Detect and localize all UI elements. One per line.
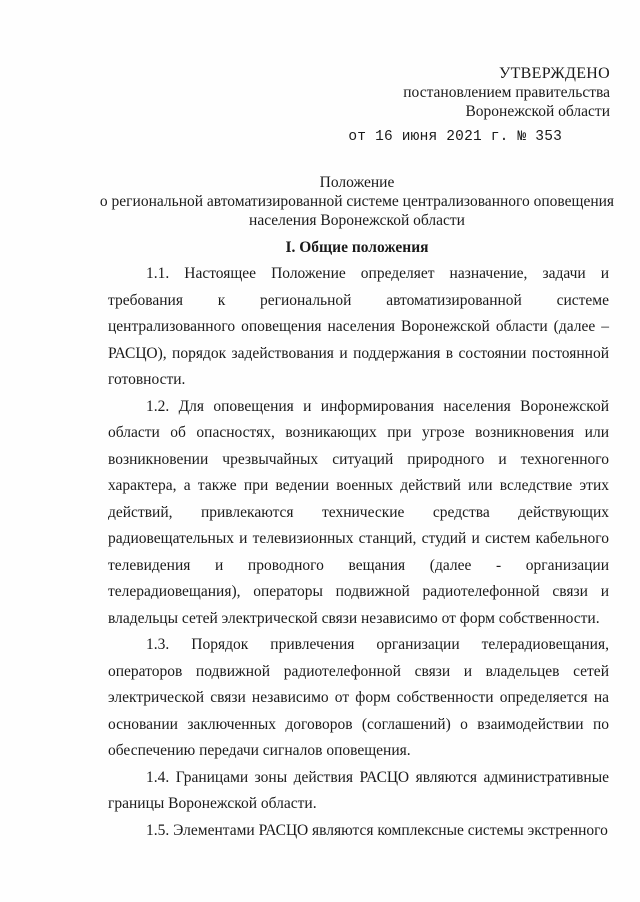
document-title-line-1: Положение bbox=[319, 174, 395, 191]
paragraph-1-5: 1.5. Элементами РАСЦО являются комплексные системы экстренного bbox=[146, 821, 608, 839]
paragraph-1-4: 1.4. Границами зоны действия РАСЦО являются административные границы Воронежской области. bbox=[108, 768, 609, 812]
document-title-line-2: о региональной автоматизированной системе централизованного оповещения bbox=[99, 193, 615, 210]
approval-line-2: Воронежской области bbox=[465, 103, 610, 120]
paragraph-1-3: 1.3. Порядок привлечения организации телерадиовещания, операторов подвижной радиотелефонной связи и владельцев сетей электрической связи независимо от форм собственности определяется на основании заключенных договоров (соглашений) о взаимодействии по обеспечению передачи сигналов оповещения. bbox=[108, 636, 609, 759]
approval-line-1: постановлением правительства bbox=[403, 84, 610, 101]
document-title bbox=[96, 173, 618, 230]
document-title-line-3: населения Воронежской области bbox=[249, 212, 465, 229]
document-body bbox=[108, 261, 609, 844]
approval-date: от 16 июня 2021 г. № 353 bbox=[348, 129, 562, 145]
paragraph-1-1: 1.1. Настоящее Положение определяет назначение, задачи и требования к региональной автоматизированной системе централизованного оповещения населения Воронежской области (далее – РАСЦО), порядок задействования и поддержания в состоянии постоянной готовности. bbox=[108, 265, 609, 388]
section-heading: I. Общие положения bbox=[285, 239, 429, 256]
paragraph-1-2: 1.2. Для оповещения и информирования населения Воронежской области об опасностях, возникающих при угрозе возникновения или возникновении чрезвычайных ситуаций природного и техногенного характера, а также при ведении военных действий или вследствие этих действий, привлекаются технические средства действующих радиовещательных и телевизионных станций, студий и систем кабельного телевидения и проводного вещания (далее - организации телерадиовещания), операторы подвижной радиотелефонной связи и владельцы сетей электрической связи независимо от форм собственности. bbox=[108, 397, 609, 627]
approval-stamp bbox=[348, 64, 610, 147]
approval-title: УТВЕРЖДЕНО bbox=[498, 65, 610, 82]
